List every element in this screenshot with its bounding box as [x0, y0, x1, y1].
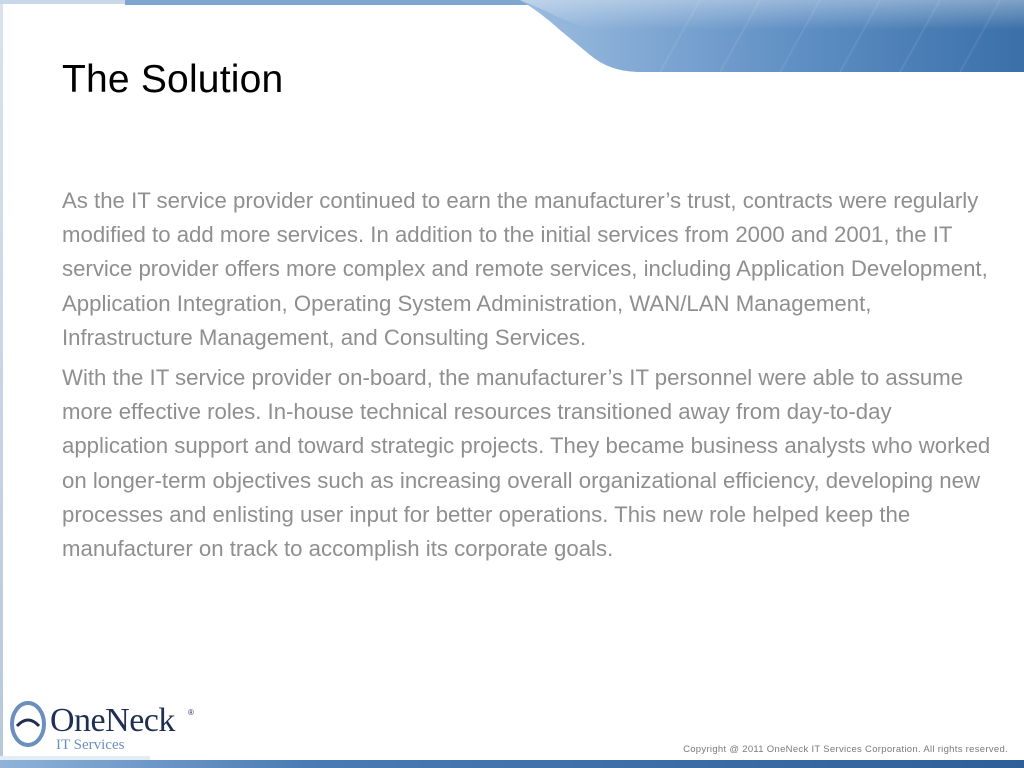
logo-subtitle: IT Services: [56, 737, 125, 753]
slide-body: [62, 184, 992, 572]
oneneck-logo-mark-icon: [8, 700, 52, 750]
body-paragraph: With the IT service provider on-board, the manufacturer’s IT personnel were able to assume more effective roles. In-house technical resources transitioned away from day-to-day application support and toward strategic projects. They became business analysts who worked on longer-term objectives such as increasing overall organizational efficiency, developing new processes and enlisting user input for better operations. This new role helped keep the manufacturer on track to accomplish its corporate goals.: [62, 365, 991, 562]
logo-name: OneNeck: [50, 702, 175, 739]
left-edge-decoration: [0, 0, 3, 768]
logo-registered-mark: ®: [188, 708, 194, 717]
bottom-bar-decoration: [0, 756, 1024, 768]
slide-title: The Solution: [62, 58, 284, 101]
oneneck-logo: [8, 700, 208, 756]
body-paragraph: As the IT service provider continued to earn the manufacturer’s trust, contracts were regularly modified to add more services. In addition to the initial services from 2000 and 2001, the IT service provider offers more complex and remote services, including Application Development, Application Integration, Operating System Administration, WAN/LAN Management, Infrastructure Management, and Consulting Services.: [62, 188, 988, 350]
copyright-text: Copyright @ 2011 OneNeck IT Services Corporation. All rights reserved.: [683, 744, 1008, 755]
